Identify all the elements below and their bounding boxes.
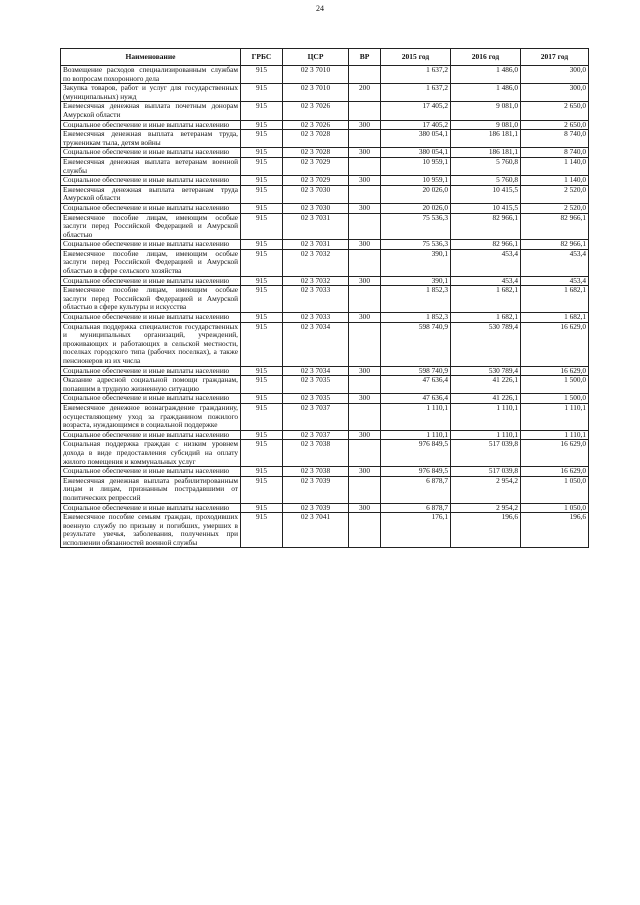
row-name-cell: Ежемесячное денежное вознаграждение гражданину, осуществляющему уход за гражданином пожилого возраста, нуждающимся в социальной поддержке: [61, 403, 241, 430]
row-vr-cell: 300: [349, 503, 381, 513]
row-2017-cell: 2 650,0: [521, 102, 589, 120]
row-2015-cell: 20 026,0: [381, 185, 451, 203]
table-row: [61, 513, 589, 548]
row-name-cell: Социальное обеспечение и иные выплаты населению: [61, 366, 241, 376]
row-2016-cell: 517 039,8: [451, 467, 521, 477]
row-grbs-cell: 915: [241, 66, 283, 84]
row-2015-cell: 10 959,1: [381, 176, 451, 186]
row-grbs-cell: 915: [241, 120, 283, 130]
row-csr-cell: 02 3 7035: [283, 376, 349, 394]
row-grbs-cell: 915: [241, 148, 283, 158]
row-vr-cell: 300: [349, 120, 381, 130]
row-2015-cell: 976 849,5: [381, 440, 451, 467]
row-2016-cell: 10 415,5: [451, 203, 521, 213]
row-csr-cell: 02 3 7028: [283, 130, 349, 148]
row-name-cell: Оказание адресной социальной помощи гражданам, попавшим в трудную жизненную ситуацию: [61, 376, 241, 394]
row-2015-cell: 390,1: [381, 249, 451, 276]
table-row: [61, 213, 589, 240]
table-row: [61, 249, 589, 276]
table-row: [61, 286, 589, 313]
row-vr-cell: 300: [349, 467, 381, 477]
row-2017-cell: 1 500,0: [521, 394, 589, 404]
row-2015-cell: 17 405,2: [381, 120, 451, 130]
row-csr-cell: 02 3 7031: [283, 213, 349, 240]
row-name-cell: Социальная поддержка специалистов государственных и муниципальных организаций, учреждений, проживающих и работающих в сельской местности, поселках городского типа (рабочих поселках), а также пенсионеров из их числа: [61, 322, 241, 366]
row-2015-cell: 1 637,2: [381, 66, 451, 84]
row-2015-cell: 47 636,4: [381, 376, 451, 394]
row-grbs-cell: 915: [241, 203, 283, 213]
row-2015-cell: 380 054,1: [381, 148, 451, 158]
row-vr-cell: [349, 440, 381, 467]
row-grbs-cell: 915: [241, 213, 283, 240]
row-2016-cell: 530 789,4: [451, 366, 521, 376]
header-vr: ВР: [349, 49, 381, 66]
row-2015-cell: 6 878,7: [381, 503, 451, 513]
row-csr-cell: 02 3 7034: [283, 322, 349, 366]
row-csr-cell: 02 3 7034: [283, 366, 349, 376]
row-vr-cell: 300: [349, 176, 381, 186]
row-csr-cell: 02 3 7030: [283, 203, 349, 213]
row-vr-cell: [349, 513, 381, 548]
row-csr-cell: 02 3 7038: [283, 440, 349, 467]
row-2017-cell: 1 050,0: [521, 476, 589, 503]
row-name-cell: Социальное обеспечение и иные выплаты населению: [61, 120, 241, 130]
row-grbs-cell: 915: [241, 403, 283, 430]
header-csr: ЦСР: [283, 49, 349, 66]
row-name-cell: Ежемесячная денежная выплата реабилитированным лицам и лицам, признанным пострадавшими от политических репрессий: [61, 476, 241, 503]
row-vr-cell: [349, 249, 381, 276]
row-name-cell: Ежемесячное пособие лицам, имеющим особые заслуги перед Российской Федерацией и Амурской областью: [61, 213, 241, 240]
row-2016-cell: 453,4: [451, 276, 521, 286]
row-2015-cell: 75 536,3: [381, 240, 451, 250]
row-2015-cell: 6 878,7: [381, 476, 451, 503]
row-2016-cell: 186 181,1: [451, 130, 521, 148]
row-2017-cell: 16 629,0: [521, 322, 589, 366]
row-grbs-cell: 915: [241, 249, 283, 276]
table-row: [61, 240, 589, 250]
row-2015-cell: 390,1: [381, 276, 451, 286]
row-csr-cell: 02 3 7029: [283, 176, 349, 186]
row-grbs-cell: 915: [241, 276, 283, 286]
row-2015-cell: 75 536,3: [381, 213, 451, 240]
row-2015-cell: 20 026,0: [381, 203, 451, 213]
row-2015-cell: 10 959,1: [381, 157, 451, 175]
row-csr-cell: 02 3 7032: [283, 249, 349, 276]
row-name-cell: Возмещение расходов специализированным службам по вопросам похоронного дела: [61, 66, 241, 84]
table-row: [61, 148, 589, 158]
row-grbs-cell: 915: [241, 476, 283, 503]
header-name: Наименование: [61, 49, 241, 66]
row-grbs-cell: 915: [241, 84, 283, 102]
row-2016-cell: 1 682,1: [451, 313, 521, 323]
row-2015-cell: 1 852,3: [381, 286, 451, 313]
row-csr-cell: 02 3 7030: [283, 185, 349, 203]
row-2017-cell: 8 740,0: [521, 148, 589, 158]
row-vr-cell: [349, 476, 381, 503]
row-name-cell: Ежемесячная денежная выплата ветеранам труда, труженикам тыла, детям войны: [61, 130, 241, 148]
row-name-cell: Социальное обеспечение и иные выплаты населению: [61, 503, 241, 513]
row-2016-cell: 41 226,1: [451, 394, 521, 404]
row-grbs-cell: 915: [241, 430, 283, 440]
row-name-cell: Социальная поддержка граждан с низким уровнем дохода в виде предоставления субсидий на оплату жилого помещения и коммунальных услуг: [61, 440, 241, 467]
row-vr-cell: 300: [349, 430, 381, 440]
row-grbs-cell: 915: [241, 376, 283, 394]
row-vr-cell: 300: [349, 313, 381, 323]
table-row: [61, 467, 589, 477]
row-grbs-cell: 915: [241, 394, 283, 404]
row-csr-cell: 02 3 7039: [283, 476, 349, 503]
row-vr-cell: [349, 66, 381, 84]
row-2016-cell: 186 181,1: [451, 148, 521, 158]
table-row: [61, 313, 589, 323]
table-row: [61, 322, 589, 366]
row-vr-cell: [349, 322, 381, 366]
table-header: [61, 49, 589, 66]
table-row: [61, 84, 589, 102]
row-2017-cell: 1 110,1: [521, 430, 589, 440]
row-grbs-cell: 915: [241, 322, 283, 366]
row-2017-cell: 16 629,0: [521, 440, 589, 467]
row-name-cell: Социальное обеспечение и иные выплаты населению: [61, 203, 241, 213]
row-csr-cell: 02 3 7010: [283, 66, 349, 84]
row-2015-cell: 1 852,3: [381, 313, 451, 323]
row-csr-cell: 02 3 7010: [283, 84, 349, 102]
row-vr-cell: [349, 102, 381, 120]
row-name-cell: Социальное обеспечение и иные выплаты населению: [61, 276, 241, 286]
row-vr-cell: [349, 376, 381, 394]
row-grbs-cell: 915: [241, 366, 283, 376]
row-2016-cell: 530 789,4: [451, 322, 521, 366]
row-name-cell: Закупка товаров, работ и услуг для государственных (муниципальных) нужд: [61, 84, 241, 102]
row-name-cell: Социальное обеспечение и иные выплаты населению: [61, 467, 241, 477]
row-csr-cell: 02 3 7026: [283, 102, 349, 120]
table-row: [61, 440, 589, 467]
row-vr-cell: [349, 286, 381, 313]
row-2017-cell: 1 682,1: [521, 286, 589, 313]
row-vr-cell: 300: [349, 394, 381, 404]
row-2017-cell: 1 500,0: [521, 376, 589, 394]
row-csr-cell: 02 3 7037: [283, 403, 349, 430]
row-vr-cell: 200: [349, 84, 381, 102]
row-2017-cell: 2 520,0: [521, 185, 589, 203]
table-row: [61, 376, 589, 394]
row-vr-cell: 300: [349, 148, 381, 158]
row-2016-cell: 9 081,0: [451, 102, 521, 120]
table-row: [61, 185, 589, 203]
row-grbs-cell: 915: [241, 467, 283, 477]
row-2017-cell: 196,6: [521, 513, 589, 548]
table-row: [61, 203, 589, 213]
row-name-cell: Социальное обеспечение и иные выплаты населению: [61, 430, 241, 440]
row-grbs-cell: 915: [241, 440, 283, 467]
row-grbs-cell: 915: [241, 130, 283, 148]
row-2016-cell: 82 966,1: [451, 213, 521, 240]
row-2016-cell: 1 486,0: [451, 84, 521, 102]
row-csr-cell: 02 3 7028: [283, 148, 349, 158]
row-csr-cell: 02 3 7035: [283, 394, 349, 404]
row-2017-cell: 1 050,0: [521, 503, 589, 513]
row-name-cell: Социальное обеспечение и иные выплаты населению: [61, 313, 241, 323]
row-2016-cell: 1 486,0: [451, 66, 521, 84]
row-name-cell: Ежемесячное пособие лицам, имеющим особые заслуги перед Российской Федерацией и Амурской областью в сфере культуры и искусства: [61, 286, 241, 313]
row-2015-cell: 598 740,9: [381, 322, 451, 366]
row-name-cell: Ежемесячная денежная выплата почетным донорам Амурской области: [61, 102, 241, 120]
row-csr-cell: 02 3 7032: [283, 276, 349, 286]
row-2017-cell: 1 682,1: [521, 313, 589, 323]
row-vr-cell: 300: [349, 276, 381, 286]
table-row: [61, 66, 589, 84]
row-name-cell: Ежемесячное пособие лицам, имеющим особые заслуги перед Российской Федерацией и Амурской областью в сфере сельского хозяйства: [61, 249, 241, 276]
row-vr-cell: [349, 157, 381, 175]
row-2015-cell: 1 110,1: [381, 430, 451, 440]
row-2017-cell: 2 650,0: [521, 120, 589, 130]
row-2016-cell: 1 110,1: [451, 403, 521, 430]
page-number: 24: [316, 4, 324, 13]
row-2017-cell: 82 966,1: [521, 213, 589, 240]
row-name-cell: Ежемесячная денежная выплата ветеранам труда Амурской области: [61, 185, 241, 203]
row-grbs-cell: 915: [241, 286, 283, 313]
row-grbs-cell: 915: [241, 503, 283, 513]
row-csr-cell: 02 3 7041: [283, 513, 349, 548]
row-grbs-cell: 915: [241, 185, 283, 203]
table-row: [61, 403, 589, 430]
row-name-cell: Социальное обеспечение и иные выплаты населению: [61, 394, 241, 404]
row-vr-cell: 300: [349, 203, 381, 213]
row-2015-cell: 598 740,9: [381, 366, 451, 376]
table-row: [61, 476, 589, 503]
row-2016-cell: 82 966,1: [451, 240, 521, 250]
row-grbs-cell: 915: [241, 176, 283, 186]
row-vr-cell: [349, 130, 381, 148]
budget-table: [60, 48, 589, 548]
row-2016-cell: 453,4: [451, 249, 521, 276]
row-2017-cell: 2 520,0: [521, 203, 589, 213]
row-2016-cell: 517 039,8: [451, 440, 521, 467]
table-row: [61, 176, 589, 186]
row-2016-cell: 2 954,2: [451, 476, 521, 503]
row-2015-cell: 1 110,1: [381, 403, 451, 430]
row-name-cell: Ежемесячная денежная выплата ветеранам военной службы: [61, 157, 241, 175]
row-2015-cell: 47 636,4: [381, 394, 451, 404]
table-row: [61, 130, 589, 148]
row-2017-cell: 8 740,0: [521, 130, 589, 148]
row-csr-cell: 02 3 7039: [283, 503, 349, 513]
row-vr-cell: [349, 403, 381, 430]
row-2015-cell: 976 849,5: [381, 467, 451, 477]
row-csr-cell: 02 3 7029: [283, 157, 349, 175]
row-2017-cell: 300,0: [521, 66, 589, 84]
row-2016-cell: 196,6: [451, 513, 521, 548]
row-2016-cell: 9 081,0: [451, 120, 521, 130]
header-2017: 2017 год: [521, 49, 589, 66]
row-vr-cell: [349, 185, 381, 203]
row-csr-cell: 02 3 7033: [283, 286, 349, 313]
header-2016: 2016 год: [451, 49, 521, 66]
row-vr-cell: 300: [349, 366, 381, 376]
row-2016-cell: 5 760,8: [451, 176, 521, 186]
row-2017-cell: 1 140,0: [521, 176, 589, 186]
row-2015-cell: 17 405,2: [381, 102, 451, 120]
row-csr-cell: 02 3 7031: [283, 240, 349, 250]
row-2017-cell: 16 629,0: [521, 366, 589, 376]
table-row: [61, 157, 589, 175]
table-body: [61, 66, 589, 548]
row-name-cell: Ежемесячное пособие семьям граждан, проходивших военную службу по призыву и погибших, умерших в результате увечья, заболевания, полученных при исполнении обязанностей военной службы: [61, 513, 241, 548]
header-2015: 2015 год: [381, 49, 451, 66]
row-2017-cell: 1 140,0: [521, 157, 589, 175]
row-2017-cell: 300,0: [521, 84, 589, 102]
header-grbs: ГРБС: [241, 49, 283, 66]
row-2016-cell: 10 415,5: [451, 185, 521, 203]
row-2015-cell: 1 637,2: [381, 84, 451, 102]
row-2016-cell: 1 682,1: [451, 286, 521, 313]
row-2015-cell: 380 054,1: [381, 130, 451, 148]
row-2016-cell: 1 110,1: [451, 430, 521, 440]
row-2017-cell: 82 966,1: [521, 240, 589, 250]
row-name-cell: Социальное обеспечение и иные выплаты населению: [61, 240, 241, 250]
row-vr-cell: [349, 213, 381, 240]
row-name-cell: Социальное обеспечение и иные выплаты населению: [61, 176, 241, 186]
row-vr-cell: 300: [349, 240, 381, 250]
row-2015-cell: 176,1: [381, 513, 451, 548]
row-grbs-cell: 915: [241, 240, 283, 250]
row-2016-cell: 2 954,2: [451, 503, 521, 513]
row-2017-cell: 1 110,1: [521, 403, 589, 430]
row-csr-cell: 02 3 7026: [283, 120, 349, 130]
row-grbs-cell: 915: [241, 313, 283, 323]
row-grbs-cell: 915: [241, 513, 283, 548]
row-grbs-cell: 915: [241, 102, 283, 120]
row-csr-cell: 02 3 7033: [283, 313, 349, 323]
row-2017-cell: 16 629,0: [521, 467, 589, 477]
row-2017-cell: 453,4: [521, 249, 589, 276]
row-grbs-cell: 915: [241, 157, 283, 175]
table-row: [61, 102, 589, 120]
row-name-cell: Социальное обеспечение и иные выплаты населению: [61, 148, 241, 158]
row-2016-cell: 5 760,8: [451, 157, 521, 175]
row-csr-cell: 02 3 7038: [283, 467, 349, 477]
row-csr-cell: 02 3 7037: [283, 430, 349, 440]
row-2017-cell: 453,4: [521, 276, 589, 286]
row-2016-cell: 41 226,1: [451, 376, 521, 394]
